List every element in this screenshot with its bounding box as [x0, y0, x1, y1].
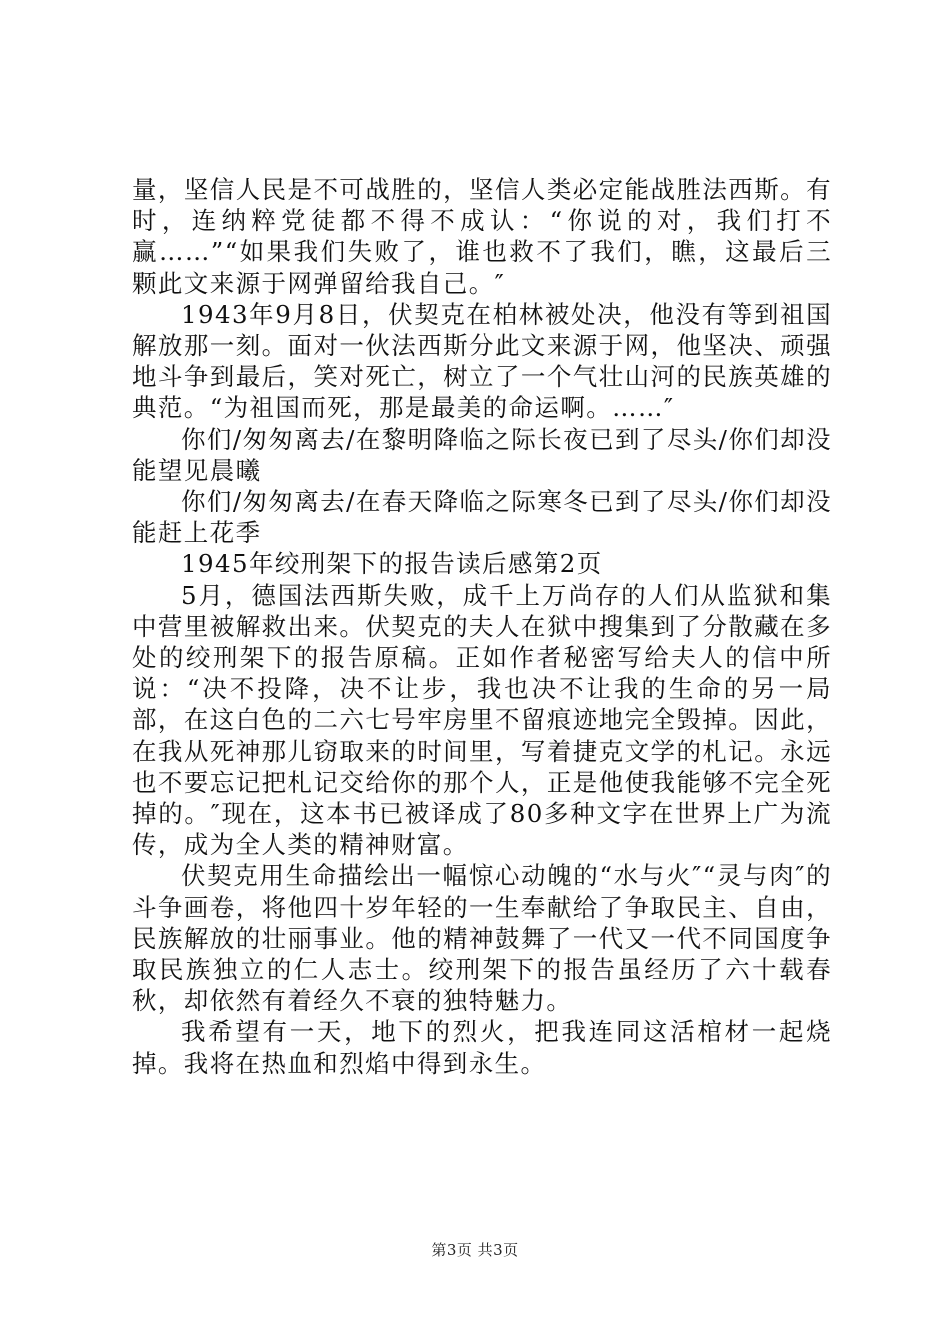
paragraph-section-heading: 1945年绞刑架下的报告读后感第2页 — [181, 549, 603, 579]
paragraph-poem-line-2: 你们/匆匆离去/在春天降临之际寒冬已到了尽头/你们却没能赶上花季 — [132, 487, 832, 548]
paragraph-liberation: 5月，德国法西斯失败，成千上万尚存的人们从监狱和集中营里被解救出来。伏契克的夫人在狱中搜集到了分散藏在多处的绞刑架下的报告原稿。正如作者秘密写给夫人的信中所说：“决不投降，决不让步，我也决不让我的生命的另一局部，在这白色的二六七号牢房里不留痕迹地完全毁掉。因此，在我从死神那儿窃取来的时间里，写着捷克文学的札记。永远也不要忘记把札记交给你的那个人，正是他使我能够不完全死掉的。″现在，这本书已被译成了80多种文字在世界上广为流传，成为全人类的精神财富。 — [132, 580, 832, 860]
page-footer: 第3页 共3页 — [431, 1241, 519, 1259]
paragraph-continuation: 量，坚信人民是不可战胜的，坚信人类必定能战胜法西斯。有时，连纳粹党徒都不得不成认：“你说的对，我们打不赢……”“如果我们失败了，谁也救不了我们，瞧，这最后三颗此文来源于网弹留给我自己。″ — [132, 175, 832, 298]
paragraph-poem-line-1: 你们/匆匆离去/在黎明降临之际长夜已到了尽头/你们却没能望见晨曦 — [132, 424, 832, 485]
document-body — [132, 174, 832, 1079]
paragraph-closing-quote: 我希望有一天，地下的烈火，把我连同这活棺材一起烧掉。我将在热血和烈焰中得到永生。 — [132, 1017, 832, 1078]
paragraph-legacy: 伏契克用生命描绘出一幅惊心动魄的“水与火″“灵与肉″的斗争画卷，将他四十岁年轻的一生奉献给了争取民主、自由，民族解放的壮丽事业。他的精神鼓舞了一代又一代不同国度争取民族独立的仁人志士。绞刑架下的报告虽经历了六十载春秋，却依然有着经久不衰的独特魅力。 — [132, 861, 832, 1016]
paragraph-execution-date: 1943年9月8日，伏契克在柏林被处决，他没有等到祖国解放那一刻。面对一伙法西斯分此文来源于网，他坚决、顽强地斗争到最后，笑对死亡，树立了一个气壮山河的民族英雄的典范。“为祖国而死，那是最美的命运啊。……″ — [132, 299, 832, 423]
